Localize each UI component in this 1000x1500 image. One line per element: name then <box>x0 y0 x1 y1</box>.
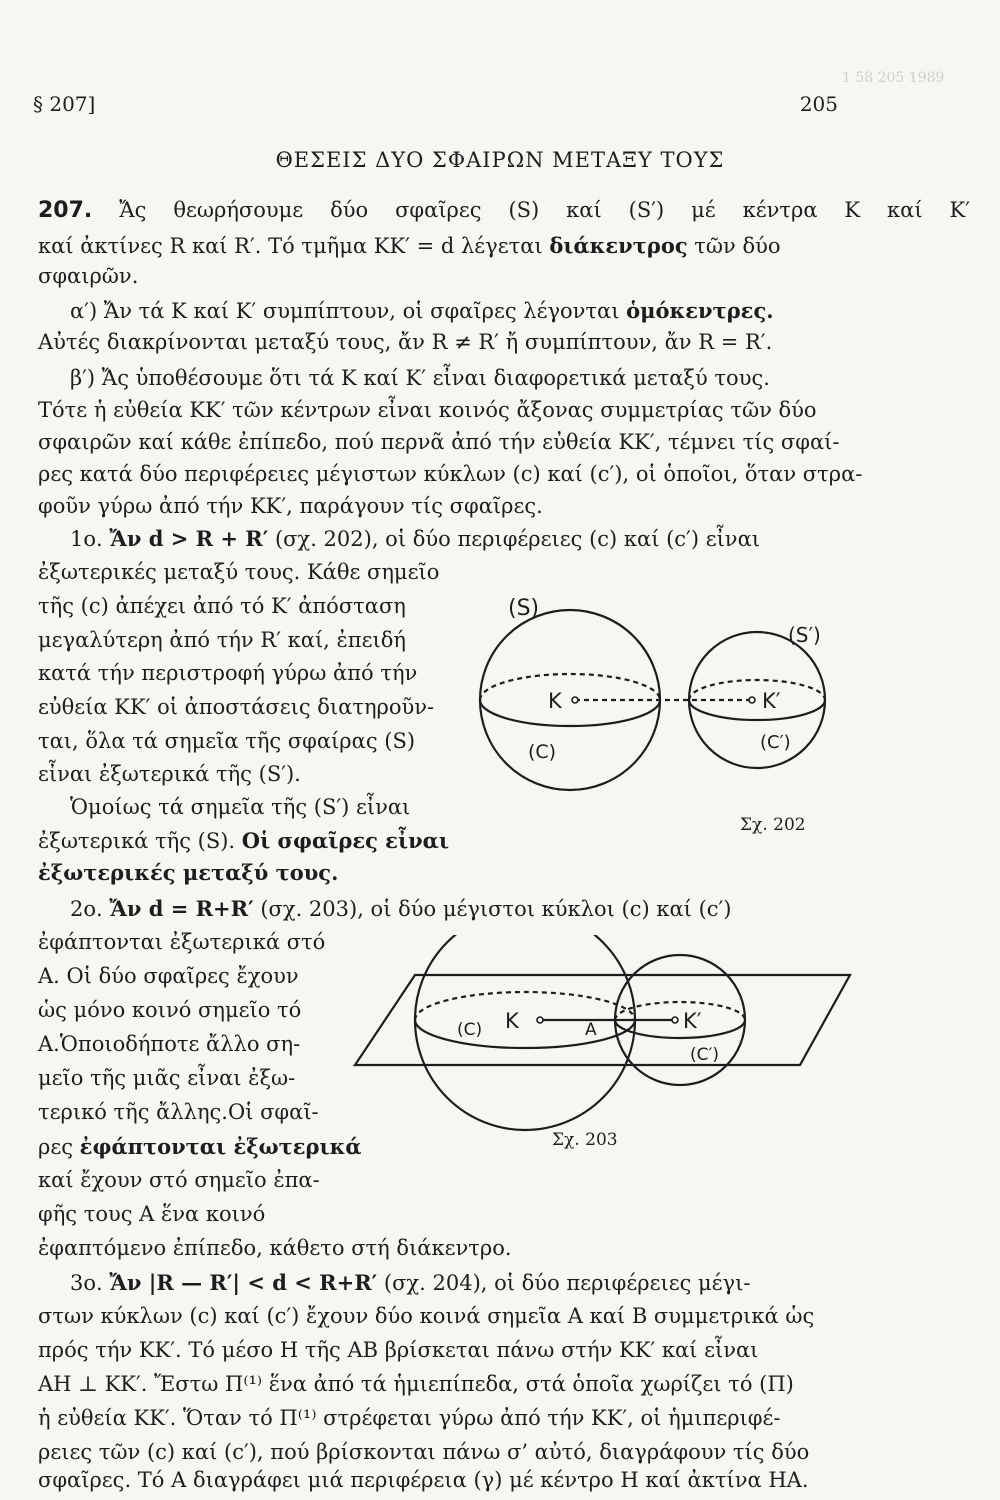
case-1-condition: Ἄν d > R + R′ <box>109 526 269 551</box>
case-3-line: στων κύκλων (c) καί (c′) ἔχουν δύο κοινά σημεῖα A καί B συμμετρικά ὡς <box>38 1304 815 1328</box>
case-1-line: ἐξωτερικές μεταξύ τους. <box>38 860 339 885</box>
paragraph-b-line: β′) Ἄς ὑποθέσουμε ὅτι τά K καί K′ εἶναι διαφορετικά μεταξύ τους. <box>70 366 770 390</box>
great-circle-c2-back <box>689 680 825 700</box>
bleed-through-text: 1 58 205 1989 <box>842 70 945 86</box>
great-circle-c-back <box>415 992 635 1020</box>
label-k: K <box>505 1009 519 1033</box>
case-2-line: τερικό τῆς ἄλλης.Οἱ σφαῖ- <box>38 1100 319 1124</box>
paragraph-b-line: φοῦν γύρω ἀπό τήν KK′, παράγουν τίς σφαῖρες. <box>38 494 543 518</box>
case-1-line: κατά τήν περιστροφή γύρω ἀπό τήν <box>38 661 418 685</box>
case-2-line: ρες ἐφάπτονται ἐξωτερικά <box>38 1134 362 1159</box>
figure-202-caption: Σχ. 202 <box>740 815 806 835</box>
page-number: 205 <box>799 92 838 116</box>
center-k-point <box>572 697 578 703</box>
case-1-line: ται, ὅλα τά σημεῖα τῆς σφαίρας (S) <box>38 729 416 753</box>
case-3-condition: Ἄν |R — R′| < d < R+R′ <box>109 1270 378 1295</box>
label-k2: K′ <box>762 689 781 713</box>
term-diakentros: διάκεντρος <box>549 233 688 258</box>
great-circle-c-front <box>480 700 660 726</box>
case-2-line: φῆς τους A ἕνα κοινό <box>38 1202 266 1226</box>
case-1-line: μεγαλύτερη ἀπό τήν R′ καί, ἐπειδή <box>38 628 406 652</box>
center-k-point <box>537 1017 543 1023</box>
term-homokentres: ὁμόκεντρες. <box>626 298 774 323</box>
case-3-line: πρός τήν KK′. Τό μέσο H τῆς AB βρίσκεται πάνω στήν KK′ καί εἶναι <box>38 1338 759 1362</box>
great-circle-c2-front <box>689 700 825 720</box>
label-c: (C) <box>457 1020 483 1040</box>
paragraph-b-line: ρες κατά δύο περιφέρειες μέγιστων κύκλων (c) καί (c′), οἱ ὁποῖοι, ὅταν στρα- <box>38 462 863 486</box>
case-3-line: 3ο. Ἄν |R — R′| < d < R+R′ (σχ. 204), οἱ δύο περιφέρειες μέγι- <box>70 1270 751 1295</box>
paragraph-207-line: καί ἀκτίνες R καί R′. Τό τμῆμα KK′ = d λέγεται διάκεντρος τῶν δύο <box>38 233 781 258</box>
case-1-line: 1ο. Ἄν d > R + R′ (σχ. 202), οἱ δύο περιφέρειες (c) καί (c′) εἶναι <box>70 526 760 551</box>
figure-202 <box>470 590 840 850</box>
case-1-line: Ὁμοίως τά σημεῖα τῆς (S′) εἶναι <box>70 795 411 819</box>
label-c2: (C′) <box>760 732 791 753</box>
case-1-line: εὐθεία KK′ οἱ ἀποστάσεις διατηροῦν- <box>38 695 435 719</box>
page-title: ΘΕΣΕΙΣ ΔΥΟ ΣΦΑΙΡΩΝ ΜΕΤΑΞΥ ΤΟΥΣ <box>275 148 725 172</box>
case-2-line: 2ο. Ἄν d = R+R′ (σχ. 203), οἱ δύο μέγιστοι κύκλοι (c) καί (c′) <box>70 896 732 921</box>
section-number: 207. <box>38 198 93 223</box>
center-k2-point <box>672 1017 678 1023</box>
great-circle-c-front <box>415 1020 635 1048</box>
paragraph-b-line: σφαιρῶν καί κάθε ἐπίπεδο, πού περνᾶ ἀπό τήν εὐθεία KK′, τέμνει τίς σφαί- <box>38 430 840 454</box>
case-2-line: ἐφάπτονται ἐξωτερικά στό <box>38 930 326 954</box>
label-s2: (S′) <box>788 623 821 647</box>
case-2-line: μεῖο τῆς μιᾶς εἶναι ἐξω- <box>38 1066 296 1090</box>
figure-203-caption: Σχ. 203 <box>552 1130 618 1150</box>
case-1-line: ἐξωτερικά τῆς (S). Οἱ σφαῖρες εἶναι <box>38 828 450 853</box>
case-2-condition: Ἄν d = R+R′ <box>109 896 254 921</box>
case-1-line: ἐξωτερικές μεταξύ τους. Κάθε σημεῖο <box>38 560 440 584</box>
case-3-line: σφαῖρες. Τό A διαγράφει μιά περιφέρεια (γ) μέ κέντρο H καί ἀκτίνα HA. <box>38 1468 809 1492</box>
case-2-line: ὡς μόνο κοινό σημεῖο τό <box>38 998 302 1022</box>
case-3-line: AH ⊥ KK′. Ἔστω Π⁽¹⁾ ἕνα ἀπό τά ἡμιεπίπεδα, στά ὁποῖα χωρίζει τό (Π) <box>38 1372 794 1396</box>
case-2-line: καί ἔχουν στό σημεῖο ἐπα- <box>38 1168 320 1192</box>
sphere-s-outline <box>415 935 635 1130</box>
label-a: A <box>585 1020 597 1040</box>
paragraph-a-line: α′) Ἄν τά K καί K′ συμπίπτουν, οἱ σφαῖρες λέγονται ὁμόκεντρες. <box>70 298 774 323</box>
label-s: (S) <box>508 596 540 621</box>
great-circle-c-back <box>480 674 660 700</box>
label-k: K <box>548 689 562 713</box>
case-3-line: ἡ εὐθεία KK′. Ὅταν τό Π⁽¹⁾ στρέφεται γύρω ἀπό τήν KK′, οἱ ἡμιπεριφέ- <box>38 1406 781 1430</box>
paragraph-207-line: σφαιρῶν. <box>38 264 139 288</box>
paragraph-b-line: Τότε ἡ εὐθεία KK′ τῶν κέντρων εἶναι κοινός ἄξονας συμμετρίας τῶν δύο <box>38 398 817 422</box>
figure-203 <box>345 935 860 1150</box>
label-k2: K′ <box>683 1009 702 1033</box>
case-3-line: ρειες τῶν (c) καί (c′), πού βρίσκονται πάνω σ’ αὐτό, διαγράφουν τίς δύο <box>38 1440 810 1464</box>
sphere-s2-outline <box>689 632 825 768</box>
case-2-conclusion: ἐφάπτονται ἐξωτερικά <box>79 1134 362 1159</box>
section-marker: § 207] <box>33 92 96 116</box>
paragraph-a-line: Αὐτές διακρίνονται μεταξύ τους, ἄν R ≠ R′ ἤ συμπίπτουν, ἄν R = R′. <box>38 330 773 354</box>
case-1-line: τῆς (c) ἀπέχει ἀπό τό K′ ἀπόσταση <box>38 594 406 618</box>
label-c: (C) <box>528 741 557 763</box>
case-1-conclusion: Οἱ σφαῖρες εἶναι <box>241 828 450 853</box>
case-2-line: A. Οἱ δύο σφαῖρες ἔχουν <box>38 964 299 988</box>
case-2-line: ἐφαπτόμενο ἐπίπεδο, κάθετο στή διάκεντρο. <box>38 1236 512 1260</box>
case-1-line: εἶναι ἐξωτερικά τῆς (S′). <box>38 762 301 786</box>
label-c2: (C′) <box>690 1045 719 1065</box>
case-2-line: A.Ὁποιοδήποτε ἄλλο ση- <box>38 1032 301 1056</box>
center-k2-point <box>749 697 755 703</box>
paragraph-207-line: 207. Ἄς θεωρήσουμε δύο σφαῖρες (S) καί (S′) μέ κέντρα K καί K′ <box>38 198 970 223</box>
